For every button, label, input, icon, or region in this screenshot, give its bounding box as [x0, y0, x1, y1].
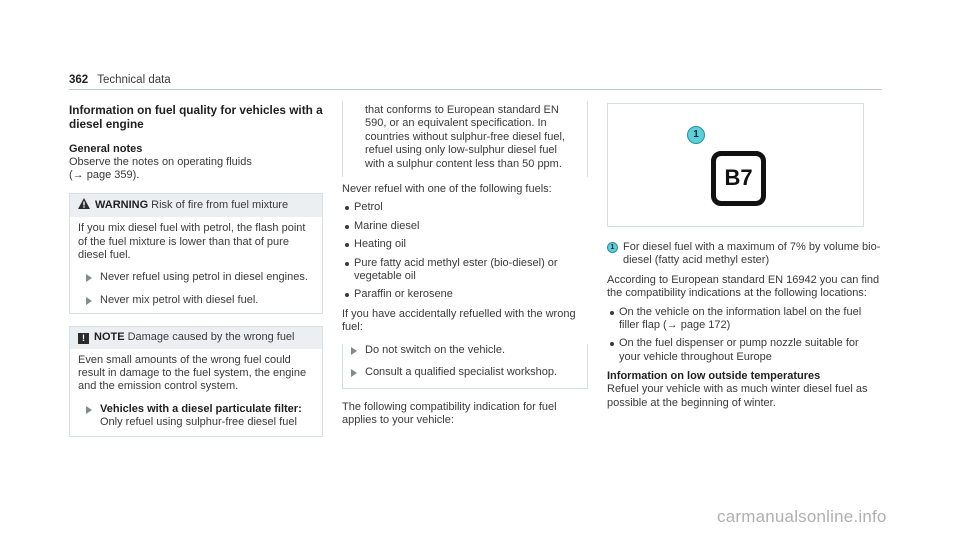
- step-arrow-icon: [351, 347, 357, 355]
- page-number: 362: [69, 74, 89, 86]
- warning-text: If you mix diesel fuel with petrol, the flash point of the fuel mixture is lower than that of pure diesel fuel.: [78, 222, 306, 262]
- warning-step: Never mix petrol with diesel fuel.: [78, 294, 314, 307]
- low-temp-text: Refuel your vehicle with as much winter diesel fuel as possible at the beginning of winter.: [607, 383, 868, 409]
- b7-fuel-label-icon: B7: [711, 151, 766, 206]
- warning-box: [69, 193, 323, 314]
- legend-marker: 1: [607, 242, 618, 253]
- warning-step: Never refuel using petrol in diesel engines.: [78, 271, 314, 284]
- step-arrow-icon: [86, 406, 92, 414]
- exclamation-icon: !: [78, 333, 89, 344]
- intro-text: Observe the notes on operating fluids (→ page 359).: [69, 156, 252, 182]
- note-step: Vehicles with a diesel particulate filter: Only refuel using sulphur-free diesel fuel: [78, 403, 314, 430]
- warning-body: [70, 217, 322, 313]
- accident-text: If you have accidentally refuelled with the wrong fuel:: [342, 307, 576, 334]
- note-text: Even small amounts of the wrong fuel could result in damage to the fuel system, the engine and the emission control system.: [78, 353, 307, 393]
- warning-heading: Risk of fire from fuel mixture: [151, 198, 289, 211]
- fuel-list-item: Paraffin or kerosene: [342, 288, 588, 301]
- fuel-label-figure: [607, 103, 864, 227]
- subheading-general-notes: General notes: [69, 143, 143, 155]
- step-arrow-icon: [351, 369, 357, 377]
- note-box: [69, 326, 323, 436]
- warning-keyword: WARNING: [95, 198, 149, 211]
- watermark: carmanualsonline.info: [717, 507, 887, 526]
- location-list-item: On the vehicle on the information label on the fuel filler flap (→ page 172): [607, 306, 882, 333]
- column-right: [607, 103, 882, 410]
- accident-step: Consult a qualified specialist workshop.: [343, 366, 579, 379]
- fuel-list-item: Marine diesel: [342, 220, 588, 233]
- fuel-list-item: Pure fatty acid methyl ester (bio-diesel) or vegetable oil: [342, 257, 588, 284]
- compatibility-intro: The following compatibility indication for fuel applies to your vehicle:: [342, 400, 557, 426]
- step-arrow-icon: [86, 274, 92, 282]
- accident-step: Do not switch on the vehicle.: [343, 344, 579, 357]
- column-left: [69, 103, 323, 437]
- note-keyword: NOTE: [94, 331, 125, 344]
- never-refuel-text: Never refuel with one of the following fuels:: [342, 183, 552, 196]
- warning-header: [70, 194, 322, 217]
- note-body: [70, 349, 322, 436]
- header-rule: [69, 89, 882, 90]
- location-list-item: On the fuel dispenser or pump nozzle suitable for your vehicle throughout Europe: [607, 337, 882, 364]
- fuel-list-item: Petrol: [342, 201, 588, 214]
- section-heading: Information on fuel quality for vehicles with a diesel engine: [69, 103, 323, 131]
- callout-marker: 1: [687, 126, 705, 144]
- column-middle: [342, 103, 588, 427]
- page-reference-link[interactable]: (→ page 359).: [69, 169, 140, 182]
- step-arrow-icon: [86, 297, 92, 305]
- accident-steps: [342, 344, 588, 389]
- page-header: [69, 74, 171, 86]
- note-header: [70, 327, 322, 348]
- warning-triangle-icon: [78, 198, 90, 213]
- note-heading: Damage caused by the wrong fuel: [127, 331, 295, 344]
- section-title: Technical data: [97, 74, 171, 86]
- standard-text: According to European standard EN 16942 you can find the compatibility indications at the following locations:: [607, 273, 880, 300]
- figure-legend: 1 For diesel fuel with a maximum of 7% by volume bio-diesel (fatty acid methyl ester): [607, 241, 882, 268]
- note-continuation: that conforms to European standard EN 590, or an equivalent specification. In countries without sulphur-free diesel fuel, refuel using only low-sulphur diesel fuel with a sulphur content less than 50 ppm.: [342, 101, 588, 177]
- fuel-list-item: Heating oil: [342, 238, 588, 251]
- low-temp-heading: Information on low outside temperatures: [607, 370, 821, 383]
